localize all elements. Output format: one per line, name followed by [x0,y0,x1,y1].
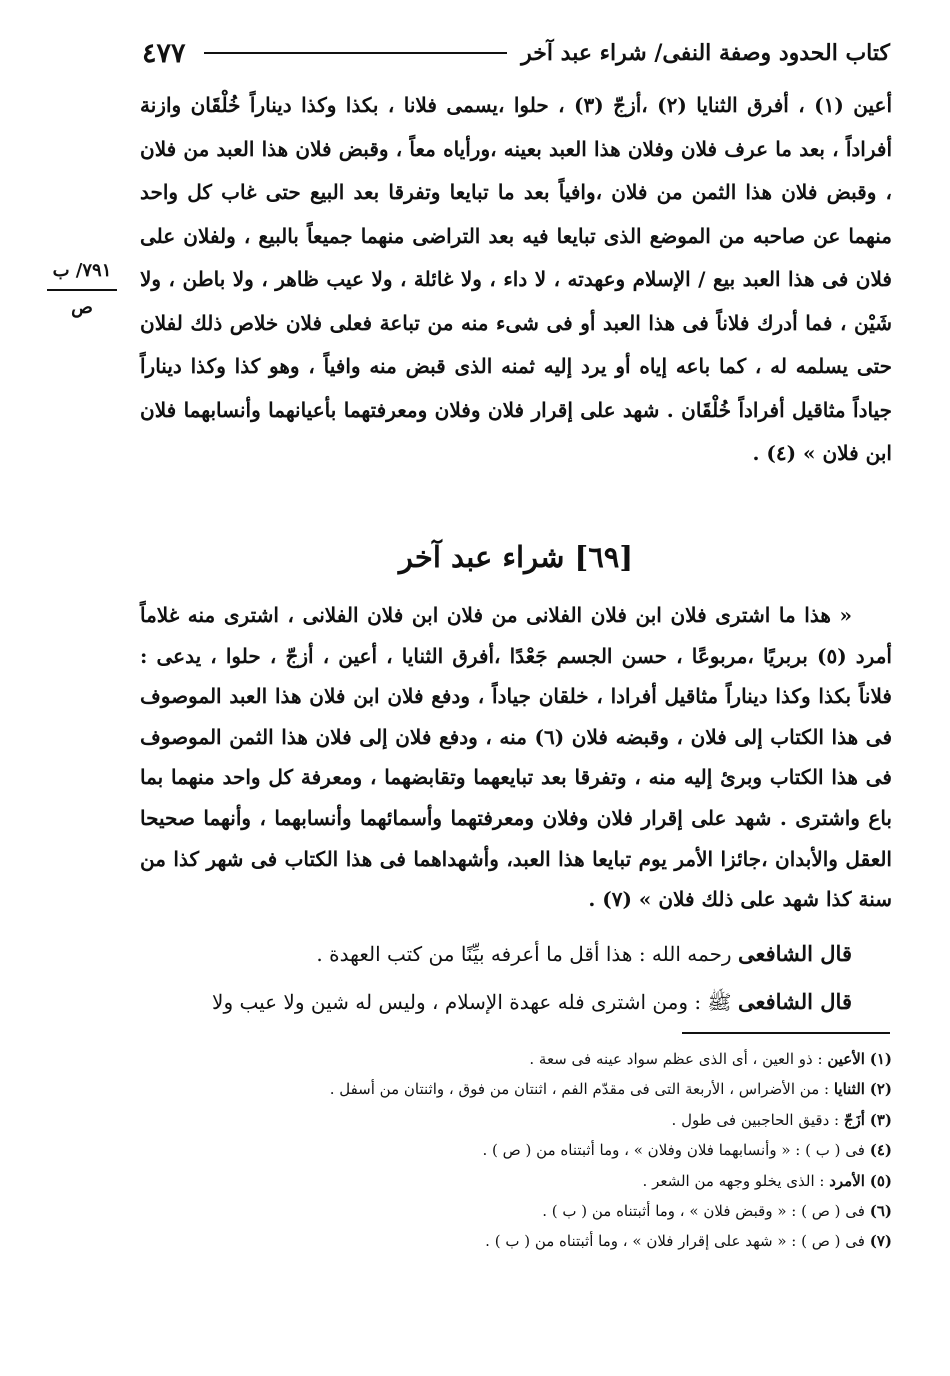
statement-text: ﷺ : ومن اشترى فله عهدة الإسلام ، وليس له شين ولا عيب ولا [212,990,738,1014]
manuscript-siglum: ص [71,297,93,318]
shafii-statement-1 [140,932,892,976]
page-number: ٤٧٧ [142,37,186,69]
footnote [140,1196,892,1226]
speaker-label: قال الشافعى [737,941,852,966]
footnote-text: فى ( ص ) : « وقبض فلان » ، وما أثبتناه من ( ب ) . [542,1202,865,1221]
footnote-number: (٥) [869,1171,892,1190]
body-paragraph-1 [140,84,892,476]
footnote [140,1135,892,1165]
page-header [140,30,890,76]
footnote-text: فى ( ب ) : « وأنسابهما فلان وفلان » ، وما أثبتناه من ( ص ) . [482,1141,865,1160]
footnote [140,1074,892,1104]
footnote-number: (١) [869,1050,892,1068]
footnote-text: : ذو العين ، أى الذى عظم سواد عينه فى سعة . [529,1050,828,1068]
footnote-number: (٣) [869,1110,892,1129]
footnote-text: : الذى يخلو وجهه من الشعر . [642,1171,830,1190]
footnote-term: الأعين [827,1050,865,1068]
statement-text: رحمه الله : هذا أقل ما أعرفه بيِّنًا من كتب العهدة . [316,942,738,966]
footnote-text: : دقيق الحاجبين فى طول . [671,1110,844,1129]
footnote-term: الأمرد [829,1171,865,1190]
footnote-number: (٦) [869,1202,892,1221]
footnotes [140,1044,892,1257]
section-title: [٦٩] شراء عبد آخر [398,540,634,574]
footnote-number: (٧) [869,1232,892,1251]
footnote-separator [682,1032,890,1034]
footnote-text: فى ( ص ) : « شهد على إقرار فلان » ، وما أثبتناه من ( ب ) . [485,1232,865,1251]
running-head: كتاب الحدود وصفة النفى/ شراء عبد آخر [521,40,890,66]
folio-rule [47,289,117,291]
speaker-label: قال الشافعى [737,989,852,1014]
paragraph-text: أعين (١) ، أفرق الثنايا (٢) ،أزجّ (٣) ، حلوا ،يسمى فلانا ، بكذا وكذا ديناراً خُلْقَان وازنة أفراداً ، بعد ما عرف فلان وفلان هذا العبد بعينه ،ورأياه معاً ، وقبض فلان هذا العبد من فلان ، وقبض فلان هذا الثمن من فلان ،وافياً بعد ما تبايعا وتفرقا بعد البيع حتى غاب كل واحد منهما عن صاحبه من الموضع الذى تبايعا فيه بعد التراضى منهما جميعاً بالبيع ، ولفلان على فلان فى هذا العبد بيع / الإسلام وعهدته ، لا داء ، ولا غائلة ، ولا عيب ظاهر ، ولا باطن ، ولا شَيْن ، فما أدرك فلاناً فى هذا العبد أو فى شىء منه من تباعة فعلى فلان خلاص ذلك لفلان حتى يسلمه له ، كما باعه إياه أو يرد إليه ثمنه الذى قبض منه وافياً ، وهو كذا وكذا ديناراً جياداً مثاقيل أفراداً خُلْقَان . شهد على إقرار فلان وفلان ومعرفتهما بأعيانهما وأنسابهما فلان ابن فلان » (٤) . [140,93,893,465]
footnote-term: الثنايا [833,1080,865,1099]
footnote-number: (٤) [869,1141,892,1160]
folio-reference: ٧٩١/ ب [52,260,112,281]
footnote [140,1226,892,1256]
margin-folio-note [44,260,120,318]
header-rule [204,52,508,54]
body-paragraph-2 [140,595,892,920]
footnote-text: : من الأضراس ، الأربعة التى فى مقدّم الفم ، اثنتان من فوق ، واثنتان من أسفل . [329,1080,834,1099]
paragraph-text: « هذا ما اشترى فلان ابن فلان الفلانى من فلان ابن فلان الفلانى ، اشترى منه غلاماً أمرد (٥) بربريًا ،مربوعًا ، حسن الجسم جَعْدًا ،أفرق الثنايا ، أعين ، أزجّ ، حلوا ، يدعى : فلاناً بكذا وكذا ديناراً مثاقيل أفرادا ، خلقان جياداً ، ودفع فلان ابن فلان هذا العبد الموصوف فى هذا الكتاب إلى فلان ، وقبضه فلان (٦) منه ، ودفع فلان إلى فلان هذا الثمن الموصوف فى هذا الكتاب وبرئ إليه منه ، وتفرقا بعد تبايعهما وتقابضهما ، ومعرفة كل واحد منهما بما باع واشترى . شهد على إقرار فلان وفلان ومعرفتهما وأسمائهما وأنسابهما ، وأنهما صحيحا العقل والأبدان ،جائزا الأمر يوم تبايعا هذا العبد، وأشهداهما فى هذا الكتاب فى شهر كذا من سنة كذا شهد على ذلك فلان » (٧) . [140,603,892,912]
footnote-number: (٢) [869,1080,892,1099]
footnote [140,1166,892,1196]
footnote [140,1044,892,1074]
footnote [140,1105,892,1135]
shafii-statement-2 [140,980,892,1024]
footnote-term: أزَجّ [843,1110,865,1129]
